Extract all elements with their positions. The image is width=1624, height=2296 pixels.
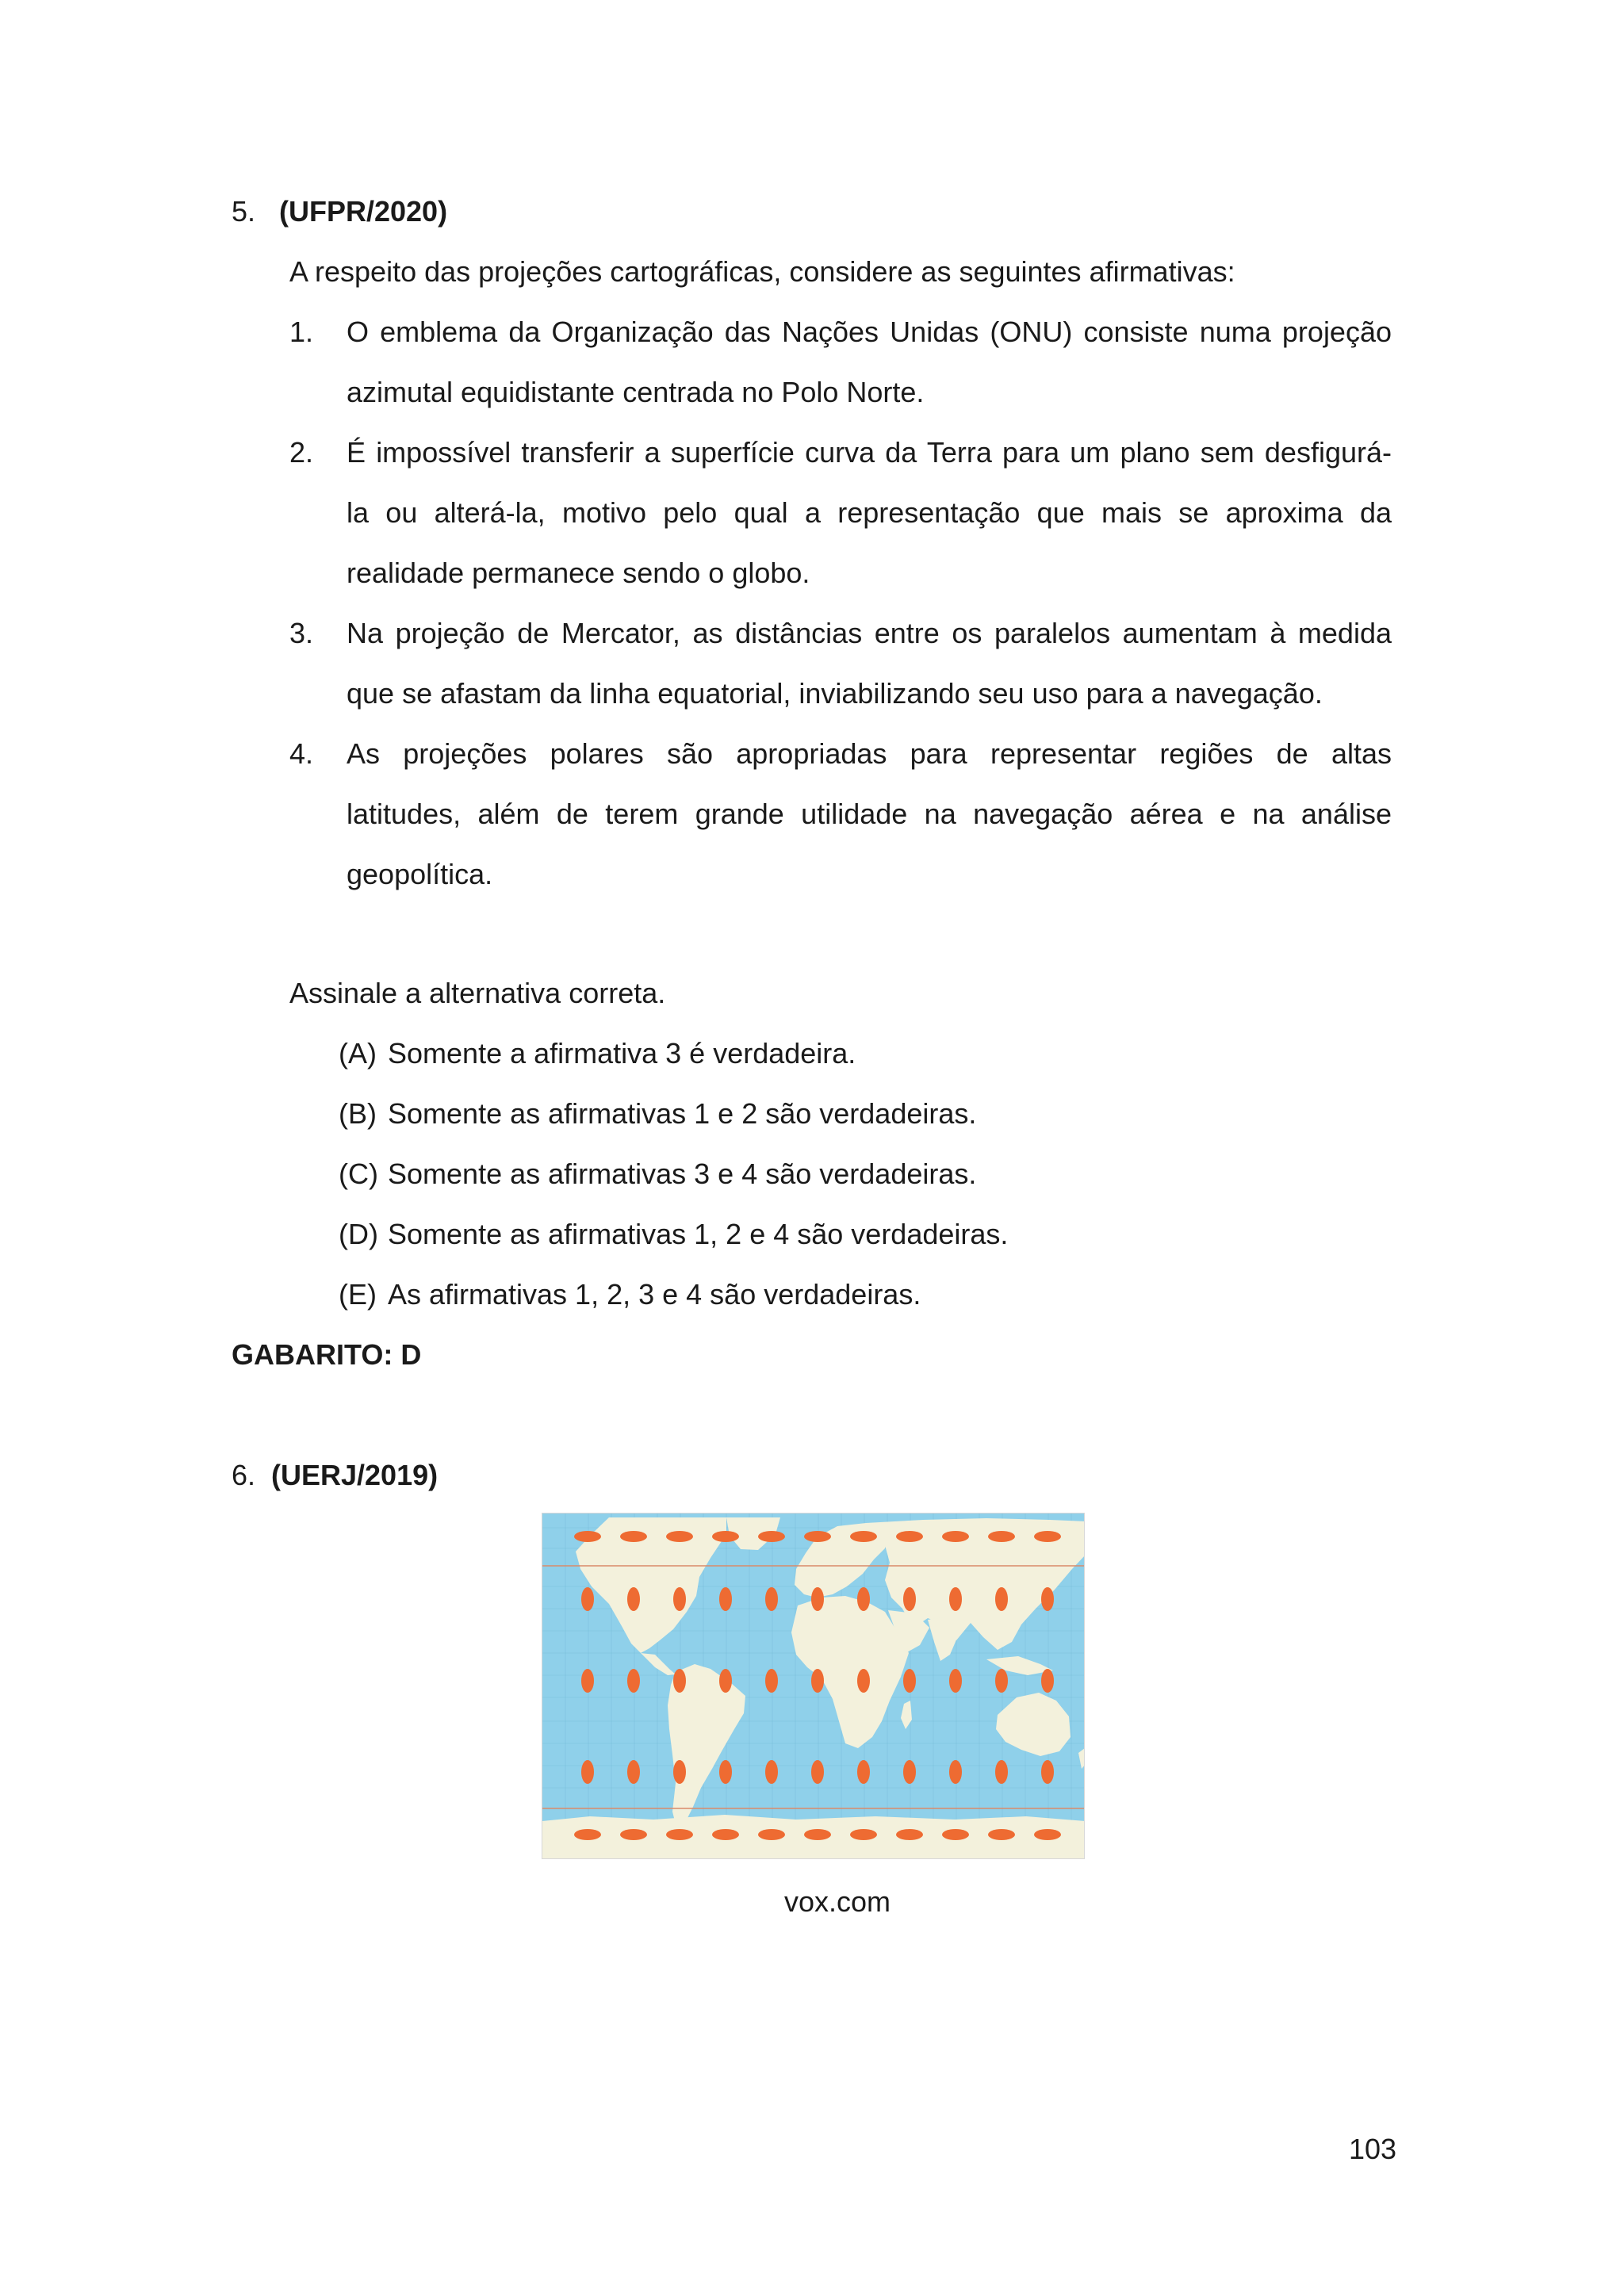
- indicatrix-ellipse: [903, 1760, 916, 1784]
- indicatrix-ellipse: [627, 1587, 640, 1611]
- indicatrix-ellipse: [804, 1829, 831, 1840]
- indicatrix-ellipse: [857, 1669, 870, 1693]
- indicatrix-ellipse: [581, 1669, 594, 1693]
- indicatrix-ellipse: [666, 1829, 693, 1840]
- indicatrix-ellipse: [811, 1587, 824, 1611]
- indicatrix-ellipse: [666, 1531, 693, 1542]
- indicatrix-ellipse: [811, 1669, 824, 1693]
- page-number: 103: [1349, 2133, 1397, 2165]
- indicatrix-ellipse: [673, 1587, 686, 1611]
- indicatrix-ellipse: [758, 1829, 785, 1840]
- statement-3-number: 3.: [289, 617, 314, 649]
- indicatrix-ellipse: [620, 1829, 647, 1840]
- indicatrix-ellipse: [995, 1760, 1008, 1784]
- indicatrix-ellipse: [581, 1760, 594, 1784]
- option-b-letter: (B): [339, 1097, 377, 1130]
- q5-prompt: A respeito das projeções cartográficas, considere as seguintes afirmativas:: [289, 255, 1235, 288]
- indicatrix-ellipse: [949, 1760, 962, 1784]
- indicatrix-ellipse: [627, 1760, 640, 1784]
- indicatrix-ellipse: [758, 1531, 785, 1542]
- indicatrix-ellipse: [620, 1531, 647, 1542]
- statement-2-line-2: la ou alterá-la, motivo pelo qual a representação que mais se aproxima da: [347, 496, 1392, 529]
- statement-1-line-2: azimutal equidistante centrada no Polo Norte.: [347, 376, 925, 408]
- indicatrix-ellipse: [995, 1669, 1008, 1693]
- statement-4-line-1: As projeções polares são apropriadas para representar regiões de altas: [347, 737, 1392, 770]
- mercator-indicatrix-map: [542, 1513, 1085, 1859]
- indicatrix-ellipse: [995, 1587, 1008, 1611]
- option-a-letter: (A): [339, 1037, 377, 1070]
- q6-number: 6.: [232, 1459, 256, 1491]
- indicatrix-ellipse: [903, 1587, 916, 1611]
- indicatrix-ellipse: [988, 1531, 1015, 1542]
- indicatrix-ellipse: [574, 1531, 601, 1542]
- statement-3-line-2: que se afastam da linha equatorial, inviabilizando seu uso para a navegação.: [347, 677, 1323, 710]
- answer-key: GABARITO: D: [232, 1338, 422, 1371]
- figure-caption: vox.com: [784, 1885, 891, 1918]
- indicatrix-ellipse: [719, 1760, 732, 1784]
- indicatrix-ellipse: [896, 1829, 923, 1840]
- q5-number: 5.: [232, 195, 256, 228]
- indicatrix-ellipse: [1041, 1760, 1054, 1784]
- statement-2-number: 2.: [289, 436, 314, 469]
- statement-4-line-3: geopolítica.: [347, 858, 493, 890]
- option-c-text: Somente as afirmativas 3 e 4 são verdadeiras.: [388, 1158, 977, 1190]
- indicatrix-ellipse: [988, 1829, 1015, 1840]
- indicatrix-ellipse: [719, 1587, 732, 1611]
- indicatrix-ellipse: [719, 1669, 732, 1693]
- indicatrix-ellipse: [804, 1531, 831, 1542]
- option-b-text: Somente as afirmativas 1 e 2 são verdadeiras.: [388, 1097, 977, 1130]
- indicatrix-ellipse: [1034, 1829, 1061, 1840]
- indicatrix-ellipse: [949, 1669, 962, 1693]
- statement-2-line-3: realidade permanece sendo o globo.: [347, 557, 810, 589]
- indicatrix-ellipse: [857, 1587, 870, 1611]
- q5-source: (UFPR/2020): [279, 195, 448, 228]
- statement-3-line-1: Na projeção de Mercator, as distâncias entre os paralelos aumentam à medida: [347, 617, 1392, 649]
- indicatrix-ellipse: [712, 1531, 739, 1542]
- statement-1-number: 1.: [289, 316, 314, 348]
- statement-1-line-1: O emblema da Organização das Nações Unidas (ONU) consiste numa projeção: [347, 316, 1392, 348]
- option-d-text: Somente as afirmativas 1, 2 e 4 são verdadeiras.: [388, 1218, 1009, 1250]
- indicatrix-ellipse: [811, 1760, 824, 1784]
- indicatrix-ellipse: [857, 1760, 870, 1784]
- option-e-letter: (E): [339, 1278, 377, 1311]
- option-c-letter: (C): [339, 1158, 378, 1190]
- indicatrix-ellipse: [942, 1829, 969, 1840]
- option-a-text: Somente a afirmativa 3 é verdadeira.: [388, 1037, 856, 1070]
- indicatrix-ellipse: [850, 1531, 877, 1542]
- indicatrix-ellipse: [942, 1531, 969, 1542]
- indicatrix-ellipse: [1041, 1587, 1054, 1611]
- statement-2-line-1: É impossível transferir a superfície curva da Terra para um plano sem desfigurá-: [347, 436, 1392, 469]
- indicatrix-ellipse: [673, 1669, 686, 1693]
- indicatrix-ellipse: [574, 1829, 601, 1840]
- indicatrix-ellipse: [673, 1760, 686, 1784]
- statement-4-number: 4.: [289, 737, 314, 770]
- indicatrix-ellipse: [903, 1669, 916, 1693]
- indicatrix-ellipse: [896, 1531, 923, 1542]
- indicatrix-ellipse: [1041, 1669, 1054, 1693]
- q5-instruction: Assinale a alternativa correta.: [289, 977, 666, 1009]
- statement-4-line-2: latitudes, além de terem grande utilidade na navegação aérea e na análise: [347, 798, 1392, 830]
- indicatrix-ellipse: [581, 1587, 594, 1611]
- indicatrix-ellipse: [765, 1760, 778, 1784]
- indicatrix-ellipse: [1034, 1531, 1061, 1542]
- indicatrix-ellipse: [712, 1829, 739, 1840]
- indicatrix-ellipse: [765, 1669, 778, 1693]
- indicatrix-ellipse: [949, 1587, 962, 1611]
- indicatrix-ellipse: [627, 1669, 640, 1693]
- option-e-text: As afirmativas 1, 2, 3 e 4 são verdadeiras.: [388, 1278, 921, 1311]
- indicatrix-ellipse: [765, 1587, 778, 1611]
- q6-source: (UERJ/2019): [271, 1459, 439, 1491]
- option-d-letter: (D): [339, 1218, 378, 1250]
- indicatrix-ellipse: [850, 1829, 877, 1840]
